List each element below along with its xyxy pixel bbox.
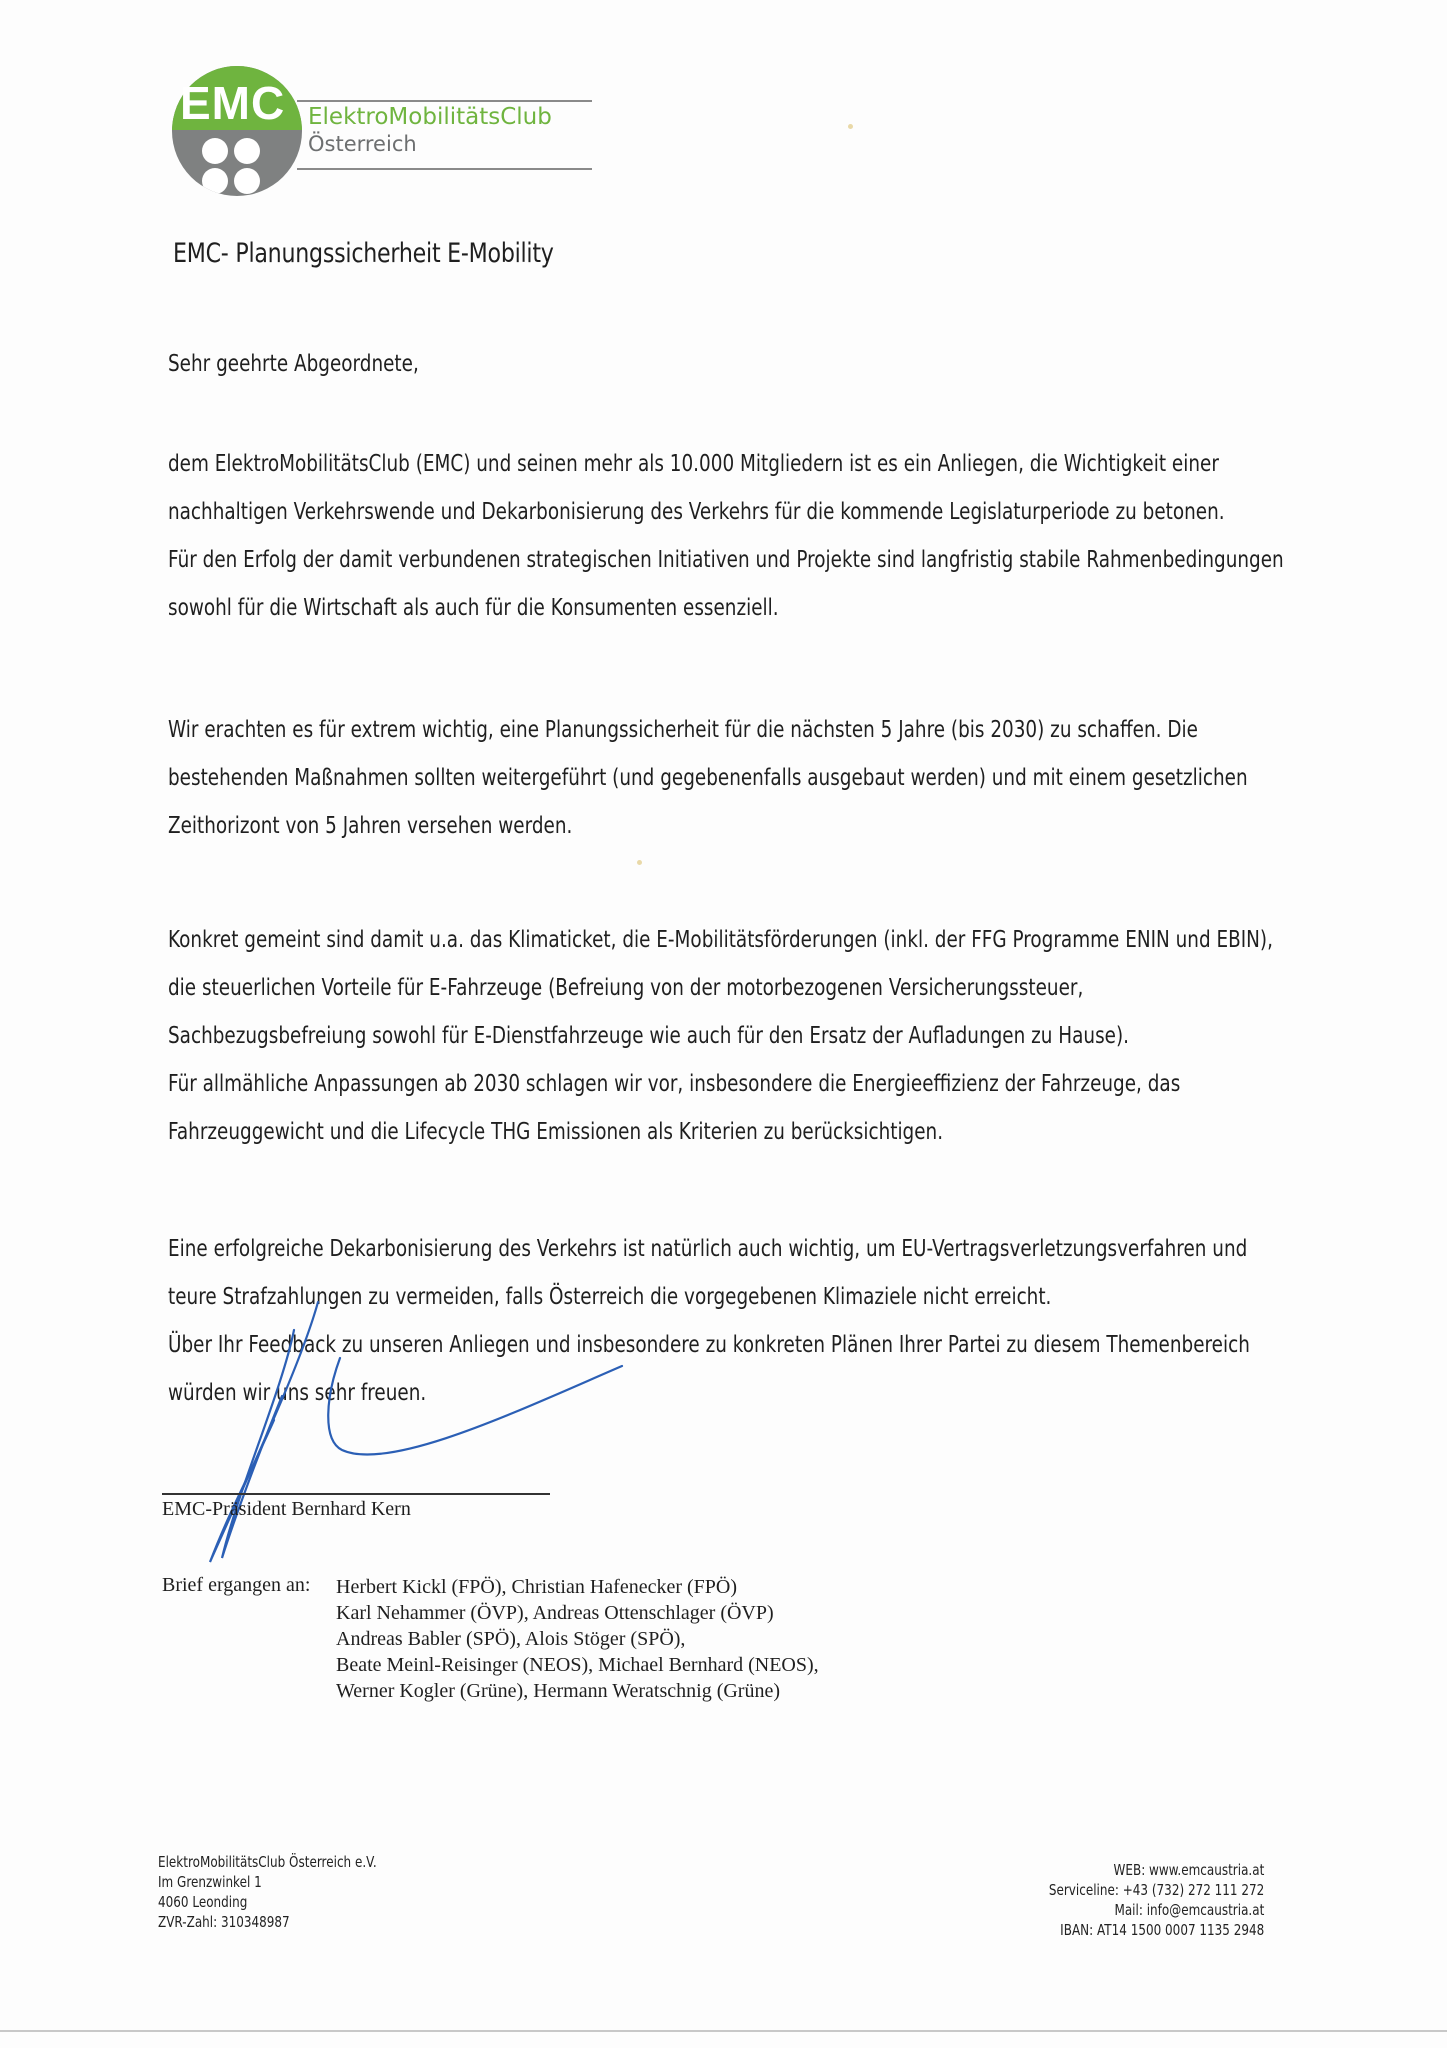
logo-abbr: EMC — [180, 77, 286, 129]
footer-line: Im Grenzwinkel 1 — [158, 1873, 262, 1891]
footer-contact — [1049, 1860, 1264, 1940]
scan-bottom-edge — [0, 2030, 1447, 2032]
text-line: würden wir uns sehr freuen. — [168, 1380, 427, 1406]
cc-recipient-list — [336, 1574, 819, 1704]
text-line: Für den Erfolg der damit verbundenen strategischen Initiativen und Projekte sind langfristig stabile Rahmenbedingungen — [168, 547, 1284, 573]
logo-dots — [202, 138, 302, 188]
cc-recipient: Werner Kogler (Grüne), Hermann Weratschnig (Grüne) — [336, 1680, 781, 1702]
paragraph-1 — [168, 440, 1284, 632]
footer-line: Serviceline: +43 (732) 272 111 272 — [1048, 1881, 1264, 1899]
signature-stroke — [222, 1330, 294, 1558]
signer-name: EMC-Präsident Bernhard Kern — [162, 1498, 411, 1520]
cc-label: Brief ergangen an: — [162, 1574, 311, 1596]
logo-dot — [234, 138, 260, 164]
text-line: bestehenden Maßnahmen sollten weitergeführt (und gegebenenfalls ausgebaut werden) und mit einem gesetzlichen — [168, 765, 1248, 791]
text-line: nachhaltigen Verkehrswende und Dekarbonisierung des Verkehrs für die kommende Legislaturperiode zu betonen. — [168, 499, 1225, 525]
text-line: Konkret gemeint sind damit u.a. das Klimaticket, die E-Mobilitätsförderungen (inkl. der FFG Programme ENIN und EBIN), — [168, 927, 1273, 953]
text-line: Zeithorizont von 5 Jahren versehen werden. — [168, 813, 573, 839]
emc-logo — [172, 66, 592, 196]
logo-dot — [234, 168, 260, 194]
text-line: Sachbezugsbefreiung sowohl für E-Dienstfahrzeuge wie auch für den Ersatz der Aufladungen zu Hause). — [168, 1023, 1130, 1049]
cc-recipient: Karl Nehammer (ÖVP), Andreas Ottenschlager (ÖVP) — [336, 1602, 774, 1624]
text-line: dem ElektroMobilitätsClub (EMC) und seinen mehr als 10.000 Mitgliedern ist es ein Anliegen, die Wichtigkeit einer — [168, 451, 1219, 477]
cc-recipient: Herbert Kickl (FPÖ), Christian Hafenecker (FPÖ) — [336, 1576, 738, 1598]
footer-line: WEB: www.emcaustria.at — [1113, 1861, 1264, 1879]
logo-name-line2: Österreich — [308, 132, 417, 156]
logo-rule-top — [297, 100, 592, 102]
footer-line: ZVR-Zahl: 310348987 — [158, 1913, 290, 1931]
text-line: teure Strafzahlungen zu vermeiden, falls Österreich die vorgegebenen Klimaziele nicht erreicht. — [168, 1284, 1052, 1310]
letter-headline: EMC- Planungssicherheit E-Mobility — [173, 238, 554, 269]
text-line: Eine erfolgreiche Dekarbonisierung des Verkehrs ist natürlich auch wichtig, um EU-Vertragsverletzungsverfahren und — [168, 1236, 1248, 1262]
logo-dot — [202, 168, 228, 194]
letter-salutation: Sehr geehrte Abgeordnete, — [168, 351, 419, 377]
text-line: Wir erachten es für extrem wichtig, eine Planungssicherheit für die nächsten 5 Jahre (bis 2030) zu schaffen. Die — [168, 717, 1198, 743]
logo-dot — [202, 138, 228, 164]
logo-rule-bottom — [297, 168, 592, 170]
footer-address — [158, 1852, 377, 1932]
paper-speck — [848, 124, 853, 129]
text-line: Über Ihr Feedback zu unseren Anliegen und insbesondere zu konkreten Plänen Ihrer Partei zu diesem Themenbereich — [168, 1332, 1250, 1358]
signature-stroke — [328, 1358, 622, 1455]
signature-stroke — [210, 1302, 318, 1562]
footer-line: Mail: info@emcaustria.at — [1114, 1901, 1264, 1919]
text-line: die steuerlichen Vorteile für E-Fahrzeuge (Befreiung von der motorbezogenen Versicherungssteuer, — [168, 975, 1084, 1001]
cc-recipient: Andreas Babler (SPÖ), Alois Stöger (SPÖ), — [336, 1628, 686, 1650]
paper-speck — [637, 860, 642, 865]
logo-name-line1: ElektroMobilitätsClub — [308, 104, 552, 130]
text-line: sowohl für die Wirtschaft als auch für die Konsumenten essenziell. — [168, 595, 779, 621]
footer-line: 4060 Leonding — [158, 1893, 248, 1911]
paragraph-2 — [168, 706, 1248, 850]
signature-line — [162, 1493, 550, 1495]
footer-line: IBAN: AT14 1500 0007 1135 2948 — [1059, 1921, 1264, 1939]
paragraph-3 — [168, 916, 1273, 1156]
cc-recipient: Beate Meinl-Reisinger (NEOS), Michael Bernhard (NEOS), — [336, 1654, 819, 1676]
text-line: Fahrzeuggewicht und die Lifecycle THG Emissionen als Kriterien zu berücksichtigen. — [168, 1119, 944, 1145]
handwritten-signature — [190, 1300, 650, 1580]
text-line: Für allmähliche Anpassungen ab 2030 schlagen wir vor, insbesondere die Energieeffizienz der Fahrzeuge, das — [168, 1071, 1181, 1097]
footer-line: ElektroMobilitätsClub Österreich e.V. — [158, 1853, 377, 1871]
